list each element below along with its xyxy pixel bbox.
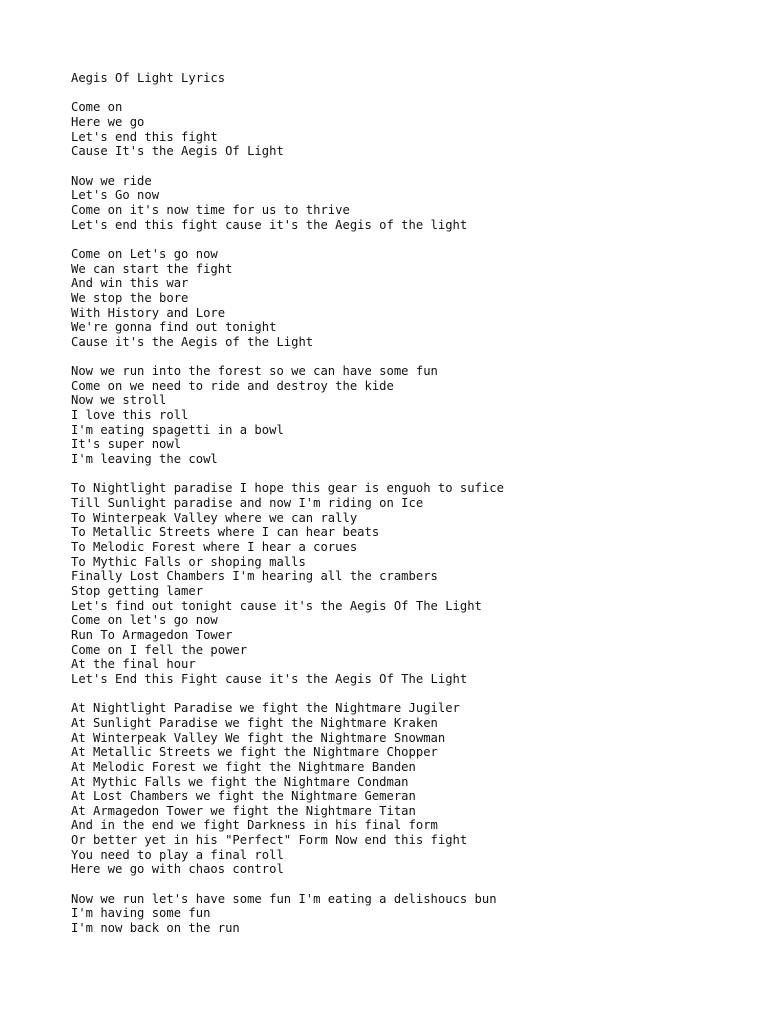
lyric-line: To Winterpeak Valley where we can rally [71, 510, 358, 525]
lyric-line: Let's find out tonight cause it's the Aegis Of The Light [71, 598, 482, 613]
lyric-line: We're gonna find out tonight [71, 320, 277, 335]
lyrics-stanza [71, 892, 751, 936]
lyric-line: Let's End this Fight cause it's the Aegis Of The Light [71, 671, 468, 686]
lyric-line: I'm leaving the cowl [71, 452, 218, 467]
lyric-line: Now we stroll [71, 393, 167, 408]
lyric-line: Come on Let's go now [71, 246, 218, 261]
lyrics-stanza [71, 701, 751, 877]
lyric-line: At Nightlight Paradise we fight the Nightmare Jugiler [71, 701, 460, 716]
lyric-line: We can start the fight [71, 261, 233, 276]
lyric-line: Come on let's go now [71, 613, 218, 628]
lyric-line: And in the end we fight Darkness in his final form [71, 818, 438, 833]
document-title: Aegis Of Light Lyrics [71, 71, 226, 85]
lyric-line: I love this roll [71, 408, 189, 423]
lyric-line: Let's Go now [71, 188, 160, 203]
lyric-line: At the final hour [71, 657, 196, 672]
lyric-line: Let's end this fight [71, 129, 218, 144]
lyric-line: Till Sunlight paradise and now I'm riding on Ice [71, 496, 424, 511]
lyric-line: At Armagedon Tower we fight the Nightmare Titan [71, 803, 416, 818]
lyric-line: Stop getting lamer [71, 583, 204, 598]
lyric-line: Let's end this fight cause it's the Aegis of the light [71, 217, 468, 232]
lyric-line: Cause It's the Aegis Of Light [71, 144, 284, 159]
lyric-line: At Metallic Streets we fight the Nightmare Chopper [71, 745, 438, 760]
lyrics-stanza [71, 481, 751, 686]
lyrics-stanza [71, 247, 751, 350]
lyric-line: You need to play a final roll [71, 847, 284, 862]
lyric-line: And win this war [71, 276, 189, 291]
lyric-line: To Mythic Falls or shoping malls [71, 554, 306, 569]
lyric-line: Finally Lost Chambers I'm hearing all the crambers [71, 569, 438, 584]
lyric-line: At Melodic Forest we fight the Nightmare Banden [71, 759, 416, 774]
lyric-line: I'm eating spagetti in a bowl [71, 422, 284, 437]
stanza-list [71, 100, 751, 935]
lyric-line: I'm having some fun [71, 906, 211, 921]
lyric-line: Now we run let's have some fun I'm eating a delishoucs bun [71, 891, 497, 906]
lyrics-stanza [71, 364, 751, 467]
lyrics-stanza [71, 100, 751, 159]
lyric-line: Now we ride [71, 173, 152, 188]
lyric-line: Come on I fell the power [71, 642, 248, 657]
lyric-line: Now we run into the forest so we can have some fun [71, 364, 438, 379]
lyric-line: Here we go [71, 114, 145, 129]
lyric-line: At Winterpeak Valley We fight the Nightmare Snowman [71, 730, 446, 745]
lyric-line: Come on we need to ride and destroy the kide [71, 378, 394, 393]
lyric-line: It's super nowl [71, 437, 182, 452]
lyric-line: To Nightlight paradise I hope this gear is enguoh to sufice [71, 481, 504, 496]
lyric-line: Come on [71, 100, 123, 115]
lyric-line: I'm now back on the run [71, 921, 240, 936]
lyric-line: With History and Lore [71, 305, 226, 320]
lyric-line: We stop the bore [71, 290, 189, 305]
lyric-line: At Mythic Falls we fight the Nightmare Condman [71, 774, 409, 789]
lyric-line: Or better yet in his "Perfect" Form Now end this fight [71, 833, 468, 848]
lyric-line: Come on it's now time for us to thrive [71, 202, 350, 217]
lyrics-stanza [71, 174, 751, 233]
lyric-line: At Lost Chambers we fight the Nightmare Gemeran [71, 789, 416, 804]
lyric-line: At Sunlight Paradise we fight the Nightmare Kraken [71, 715, 438, 730]
lyric-line: Cause it's the Aegis of the Light [71, 334, 314, 349]
lyric-line: To Melodic Forest where I hear a corues [71, 540, 358, 554]
lyric-line: Here we go with chaos control [71, 862, 284, 877]
lyric-line: Run To Armagedon Tower [71, 627, 233, 642]
lyrics-document [71, 71, 751, 936]
lyric-line: To Metallic Streets where I can hear beats [71, 525, 380, 540]
